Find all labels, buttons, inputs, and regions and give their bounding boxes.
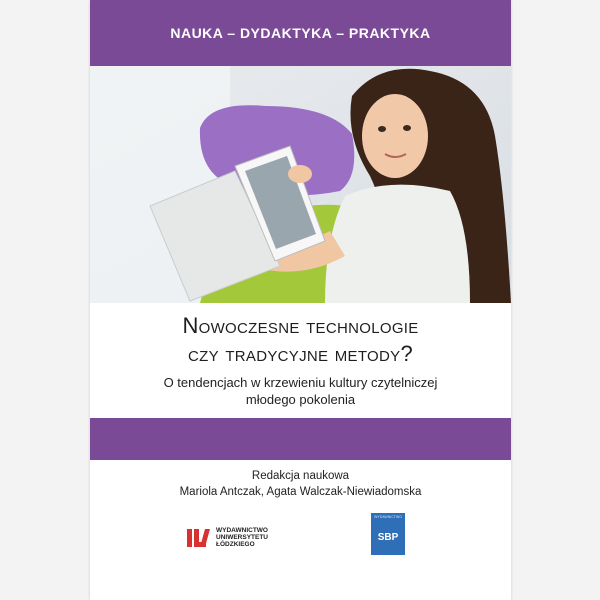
book-cover <box>90 0 511 600</box>
series-band <box>90 0 511 66</box>
editor-names: Mariola Antczak, Agata Walczak-Niewiadomska <box>179 486 422 498</box>
wu-logo-icon <box>186 525 212 549</box>
subtitle-line-2: młodego pokolenia <box>245 392 356 407</box>
wu-line-3: ŁÓDZKIEGO <box>216 540 255 548</box>
wu-logo <box>186 525 268 549</box>
book-title-line-2: czy tradycyjne metody? <box>188 341 413 366</box>
subtitle-line-1: O tendencjach w krzewieniu kultury czytelniczej <box>163 375 438 390</box>
wu-line-2: UNIWERSYTETU <box>216 533 268 541</box>
girl-with-tablet-photo <box>90 66 511 303</box>
title-block <box>90 312 511 408</box>
cover-photo <box>90 66 511 303</box>
editors-block <box>90 468 511 500</box>
sbp-top-text: WYDAWNICTWO <box>374 515 402 519</box>
editor-label: Redakcja naukowa <box>251 470 350 482</box>
series-title: NAUKA – DYDAKTYKA – PRAKTYKA <box>170 25 431 41</box>
sbp-label: SBP <box>377 532 399 543</box>
sbp-logo-icon <box>371 513 405 555</box>
middle-band <box>90 418 511 460</box>
wu-line-1: WYDAWNICTWO <box>216 526 268 534</box>
book-title-line-1: Nowoczesne technologie <box>182 313 419 338</box>
